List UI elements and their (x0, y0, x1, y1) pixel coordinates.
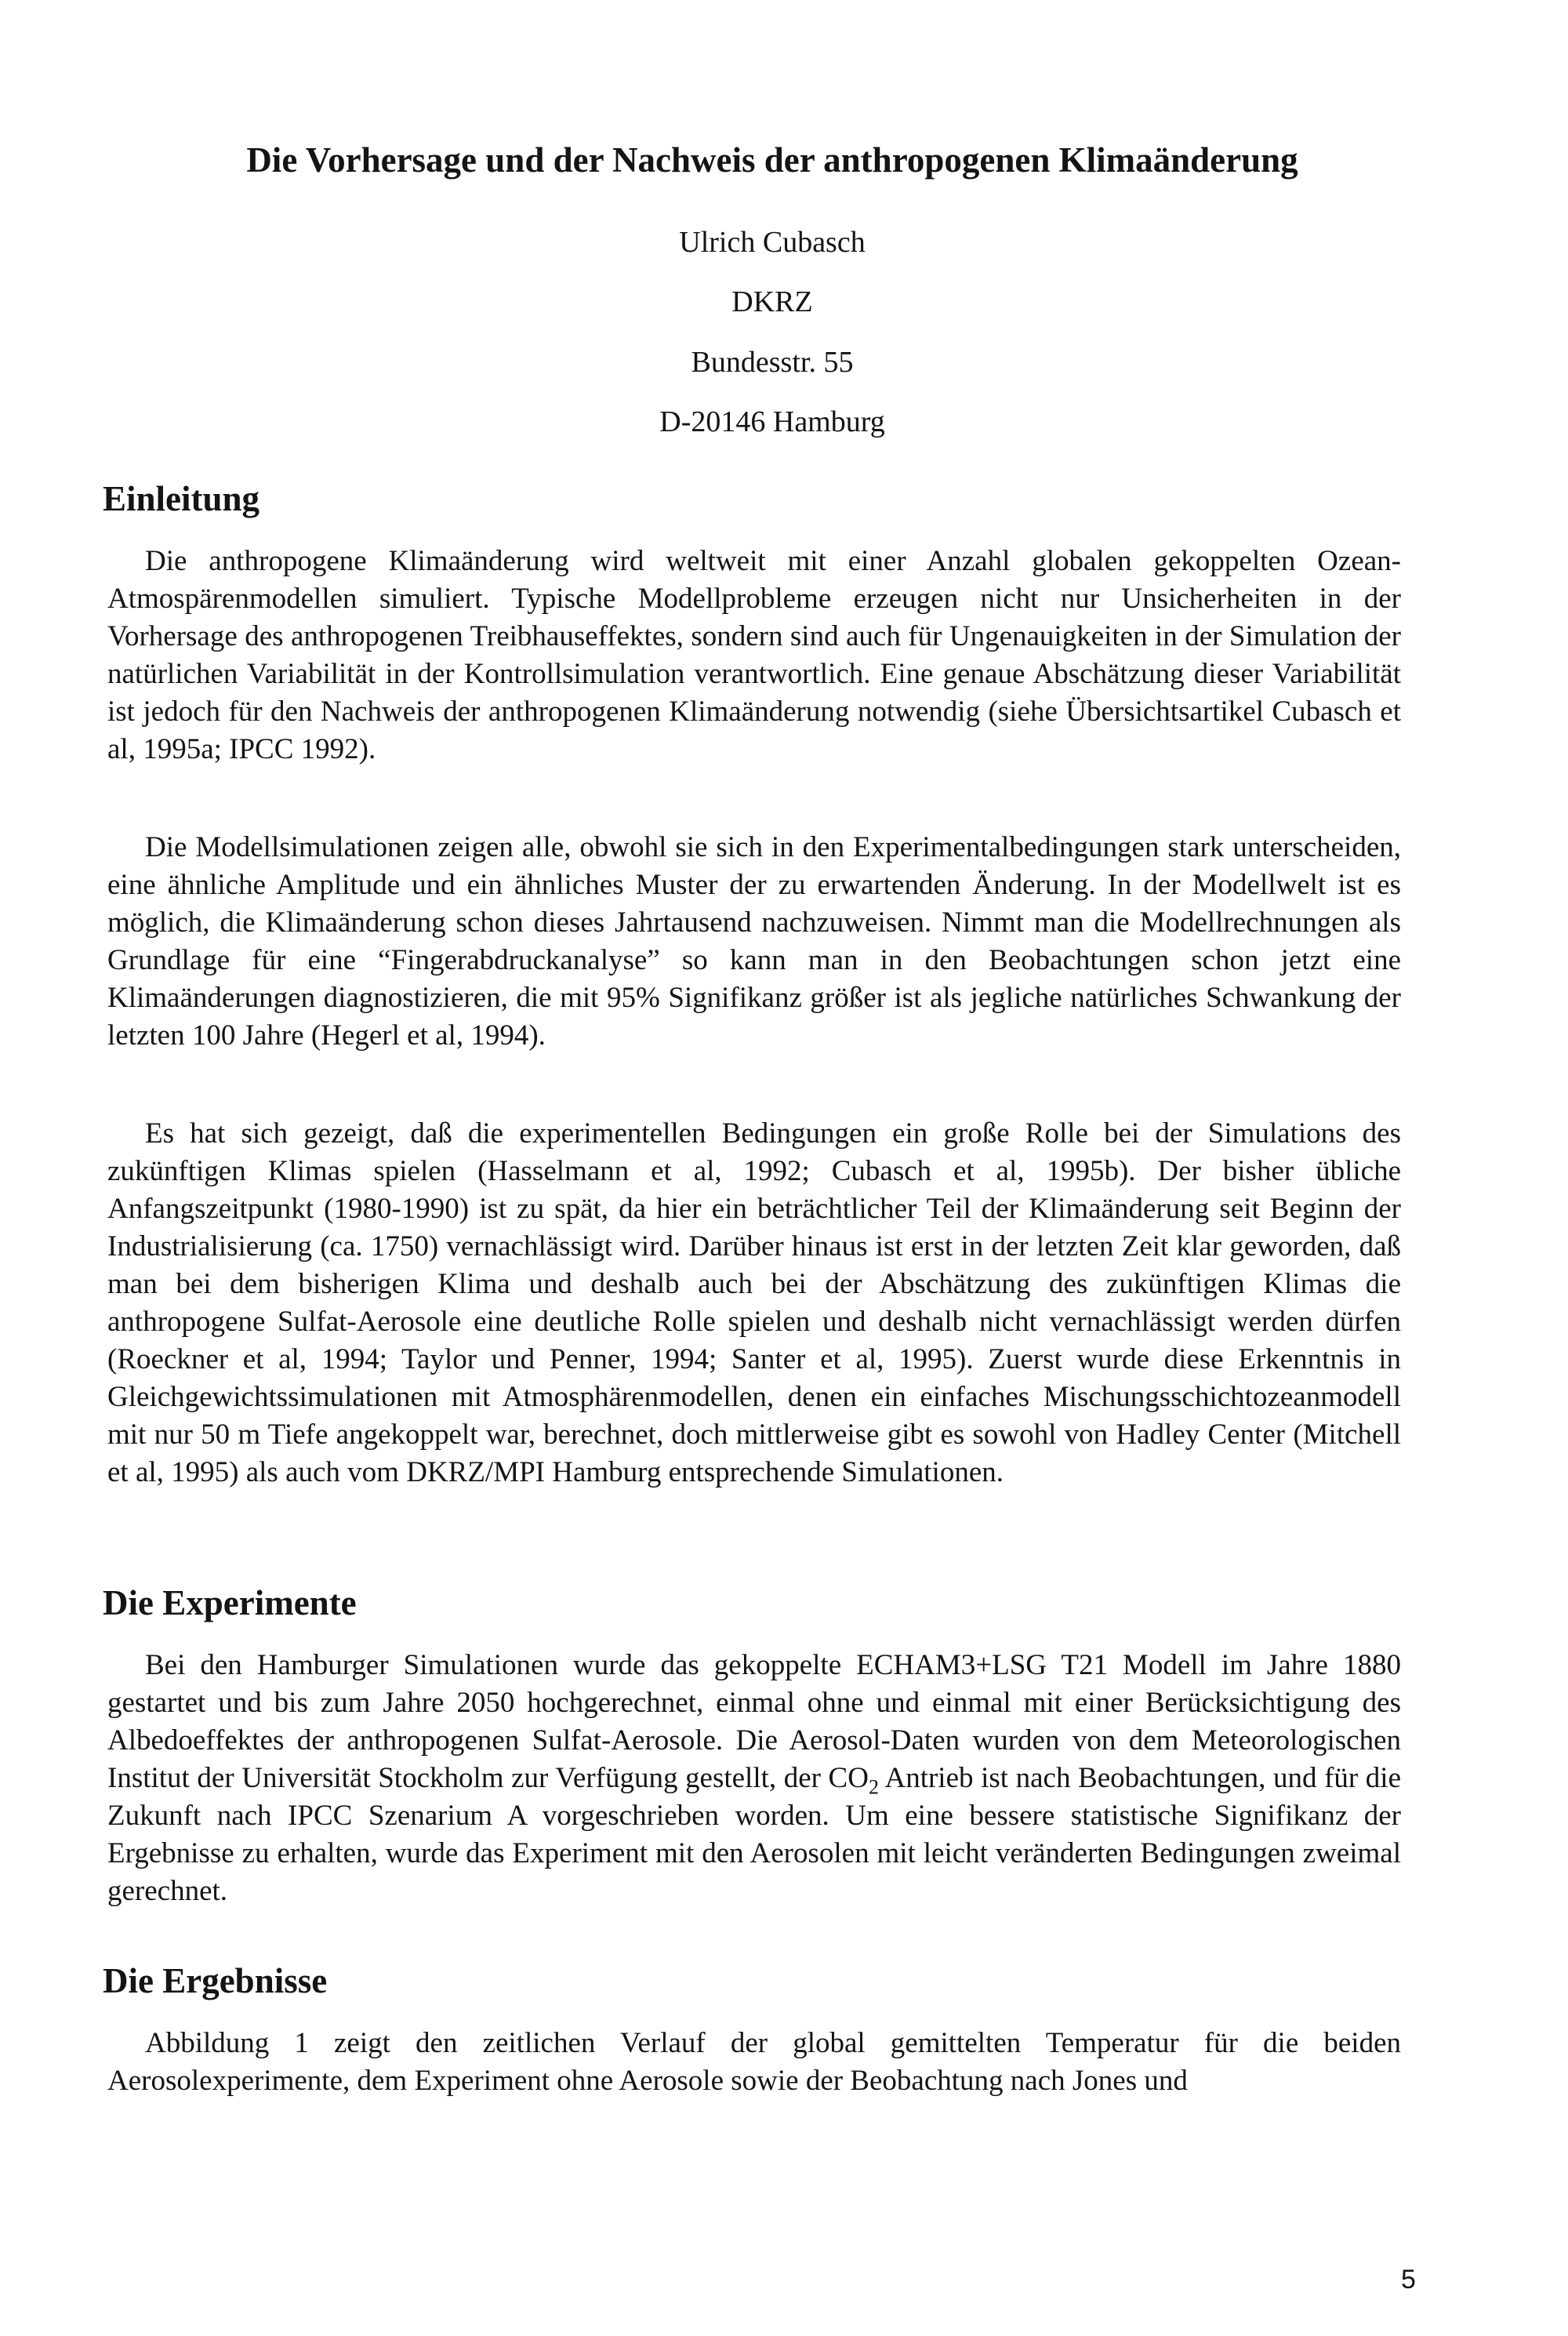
section-heading-ergebnisse: Die Ergebnisse (103, 1961, 328, 2000)
author-name: Ulrich Cubasch (679, 226, 866, 259)
author-street: Bundesstr. 55 (691, 346, 854, 379)
section-heading-experimente: Die Experimente (103, 1583, 357, 1622)
paragraph-experimente-1 (107, 1647, 1401, 1910)
co2-subscript: 2 (868, 1775, 879, 1799)
section-heading-einleitung: Einleitung (103, 479, 260, 518)
experimente-text-part-2: Antrieb ist nach Beobachtungen, und für die Zukunft nach IPCC Szenarium A vorgeschrieben worden. Um eine bessere statistische Signifikanz der Ergebnisse zu erhalten, wurde das Experiment mit den Aerosolen mit leicht veränderten Bedingungen zweimal gerechnet. (107, 1762, 1402, 1907)
paragraph-einleitung-1: Die anthropogene Klimaänderung wird weltweit mit einer Anzahl globalen gekoppelten Ozean-Atmospärenmodellen simuliert. Typische Modellprobleme erzeugen nicht nur Unsicherheiten in der Vorhersage des anthropogenen Treibhauseffektes, sondern sind auch für Ungenauigkeiten in der Simulation der natürlichen Variabilität in der Kontrollsimulation verantwortlich. Eine genaue Abschätzung dieser Variabilität ist jedoch für den Nachweis der anthropogenen Klimaänderung notwendig (siehe Übersichtsartikel Cubasch et al, 1995a; IPCC 1992). (107, 545, 1401, 765)
paragraph-einleitung-3: Es hat sich gezeigt, daß die experimentellen Bedingungen ein große Rolle bei der Simulations des zukünftigen Klimas spielen (Hasselmann et al, 1992; Cubasch et al, 1995b). Der bisher übliche Anfangszeitpunkt (1980-1990) ist zu spät, da hier ein beträchtlicher Teil der Klimaänderung seit Beginn der Industrialisierung (ca. 1750) vernachlässigt wird. Darüber hinaus ist erst in der letzten Zeit klar geworden, daß man bei dem bisherigen Klima und deshalb auch bei der Abschätzung des zukünftigen Klimas die anthropogene Sulfat-Aerosole eine deutliche Rolle spielen und deshalb nicht vernachlässigt werden dürfen (Roeckner et al, 1994; Taylor und Penner, 1994; Santer et al, 1995). Zuerst wurde diese Erkenntnis in Gleichgewichtssimulationen mit Atmosphärenmodellen, denen ein einfaches Mischungsschichtozeanmodell mit nur 50 m Tiefe angekoppelt war, berechnet, doch mittlerweise gibt es sowohl von Hadley Center (Mitchell et al, 1995) als auch vom DKRZ/MPI Hamburg entsprechende Simulationen. (107, 1117, 1401, 1488)
paragraph-ergebnisse-1: Abbildung 1 zeigt den zeitlichen Verlauf der global gemittelten Temperatur für die beiden Aerosolexperimente, dem Experiment ohne Aerosole sowie der Beobachtung nach Jones und (107, 2027, 1401, 2097)
paper-title: Die Vorhersage und der Nachweis der anthropogenen Klimaänderung (246, 140, 1298, 180)
author-institution: DKRZ (731, 285, 813, 318)
experimente-text-part-1: Bei den Hamburger Simulationen wurde das gekoppelte ECHAM3+LSG T21 Modell im Jahre 1880 gestartet und bis zum Jahre 2050 hochgerechnet, einmal ohne und einmal mit einer Berücksichtigung des Albedoeffektes der anthropogenen Sulfat-Aerosole. Die Aerosol-Daten wurden von dem Meteorologischen Institut der Universität Stockholm zur Verfügung gestellt, der CO (107, 1649, 1401, 1794)
page-number: 5 (1401, 2265, 1416, 2294)
author-city: D-20146 Hamburg (659, 405, 885, 438)
paragraph-einleitung-2: Die Modellsimulationen zeigen alle, obwohl sie sich in den Experimentalbedingungen stark unterscheiden, eine ähnliche Amplitude und ein ähnliches Muster der zu erwartenden Änderung. In der Modellwelt ist es möglich, die Klimaänderung schon dieses Jahrtausend nachzuweisen. Nimmt man die Modellrechnungen als Grundlage für eine “Fingerabdruckanalyse” so kann man in den Beobachtungen schon jetzt eine Klimaänderungen diagnostizieren, die mit 95% Signifikanz größer ist als jegliche natürliches Schwankung der letzten 100 Jahre (Hegerl et al, 1994). (107, 831, 1401, 1052)
